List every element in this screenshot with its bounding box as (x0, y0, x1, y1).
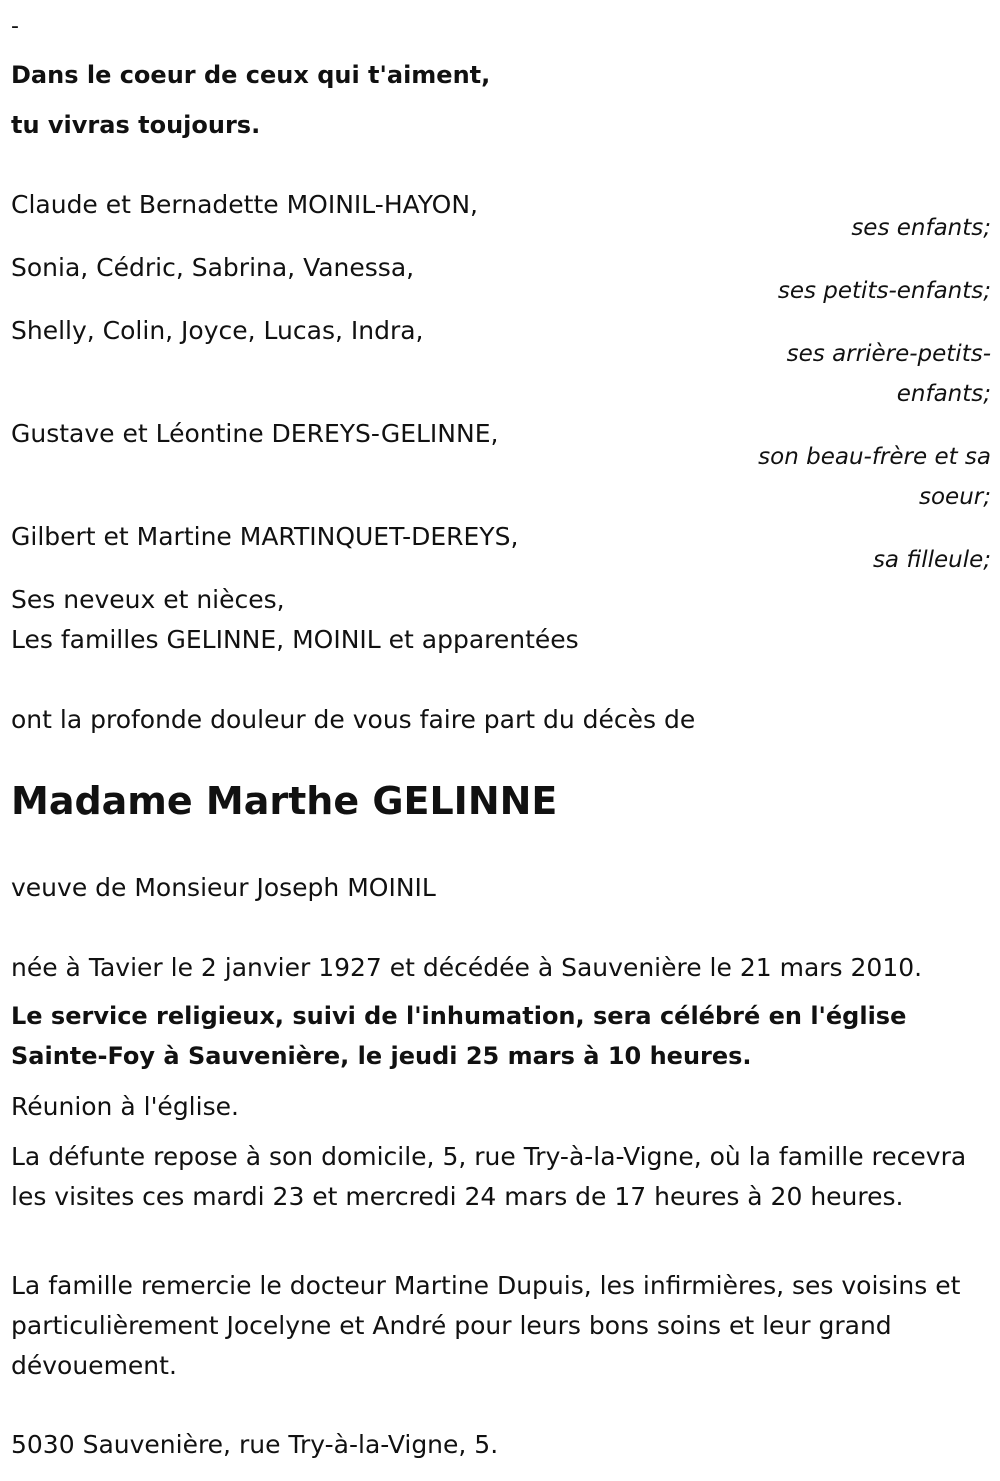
family-address: 5030 Sauvenière, rue Try-à-la-Vigne, 5. (11, 1430, 499, 1459)
family-names-4: Gustave et Léontine DEREYS-GELINNE, (11, 419, 499, 448)
epitaph-line-1: Dans le coeur de ceux qui t'aiment, (11, 61, 491, 89)
family-names-1: Claude et Bernadette MOINIL-HAYON, (11, 190, 479, 219)
family-names-5: Gilbert et Martine MARTINQUET-DEREYS, (11, 522, 519, 551)
thanks-message: La famille remercie le docteur Martine Dupuis, les infirmières, ses voisins et particulièrement Jocelyne et André pour leurs bons soins et leur grand dévouement. (11, 1271, 961, 1380)
family-relation-5: sa filleule; (872, 547, 991, 573)
family-relation-4: son beau-frère et sa soeur; (758, 444, 991, 510)
family-relation-1: ses enfants; (851, 215, 991, 241)
family-names-3: Shelly, Colin, Joyce, Lucas, Indra, (11, 316, 424, 345)
family-names-2: Sonia, Cédric, Sabrina, Vanessa, (11, 253, 415, 282)
meeting-location: Réunion à l'église. (11, 1092, 239, 1121)
widow-of: veuve de Monsieur Joseph MOINIL (11, 873, 436, 902)
birth-death-dates: née à Tavier le 2 janvier 1927 et décédée à Sauvenière le 21 mars 2010. (11, 953, 923, 982)
epitaph-line-2: tu vivras toujours. (11, 111, 261, 139)
leading-dash: - (11, 14, 19, 39)
family-relation-2: ses petits-enfants; (777, 278, 991, 304)
deceased-name: Madame Marthe GELINNE (11, 779, 558, 823)
related-families: Les familles GELINNE, MOINIL et apparentées (11, 625, 579, 654)
funeral-service-info: Le service religieux, suivi de l'inhumation, sera célébré en l'église Sainte-Foy à Sauvenière, le jeudi 25 mars à 10 heures. (11, 1002, 907, 1070)
visitation-info: La défunte repose à son domicile, 5, rue Try-à-la-Vigne, où la famille recevra les visites ces mardi 23 et mercredi 24 mars de 17 heures à 20 heures. (11, 1142, 967, 1211)
announcement-text: ont la profonde douleur de vous faire part du décès de (11, 705, 696, 734)
nephews-nieces: Ses neveux et nièces, (11, 585, 285, 614)
family-relation-3: ses arrière-petits-enfants; (786, 341, 991, 407)
